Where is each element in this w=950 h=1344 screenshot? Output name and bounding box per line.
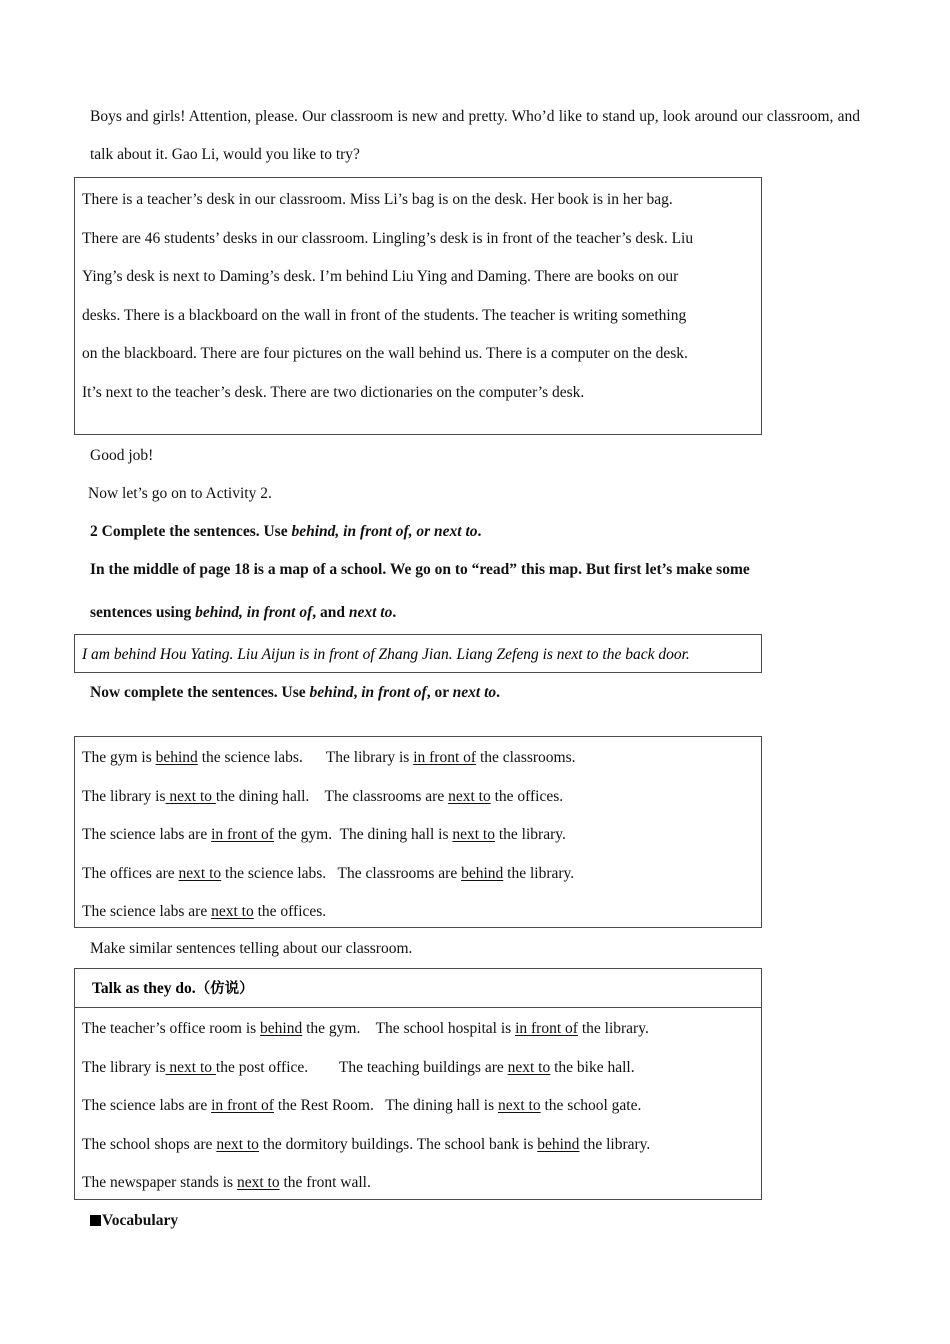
talk-as-they-do-header-box xyxy=(74,968,762,1008)
activity-transition-text: Now let’s go on to Activity 2. xyxy=(88,485,272,502)
sep: , or xyxy=(408,523,435,540)
intro-paragraph-text: Boys and girls! Attention, please. Our classroom is new and pretty. Who’d like to stand up, look around our classroom, and talk about it. Gao Li, would you like to try? xyxy=(90,108,860,163)
box1-line: It’s next to the teacher’s desk. There are two dictionaries on the computer’s desk. xyxy=(82,383,585,401)
answer-preposition: in front of xyxy=(413,749,477,766)
sep: , and xyxy=(312,604,349,621)
answer-preposition: in front of xyxy=(515,1020,578,1037)
sep: , xyxy=(239,604,247,621)
sentence-line xyxy=(82,1049,754,1088)
sentence-prefix: The school bank is xyxy=(416,1135,538,1153)
box1-line: on the blackboard. There are four pictures on the wall behind us. There is a computer on the desk. xyxy=(82,345,688,362)
map-intro-line2 xyxy=(90,594,860,632)
sentence-suffix: the science labs. xyxy=(221,864,327,882)
answer-preposition: behind xyxy=(155,749,198,766)
column-gap xyxy=(308,1059,339,1076)
column-gap xyxy=(374,1097,385,1114)
make-similar-text: Make similar sentences telling about our classroom. xyxy=(90,940,413,957)
prep-behind: behind xyxy=(195,604,240,621)
answer-preposition: next to xyxy=(498,1097,541,1114)
answer-preposition: next to xyxy=(452,826,495,843)
column-gap xyxy=(332,826,339,843)
prep-next-to: next to xyxy=(452,684,497,701)
activity-transition-line xyxy=(88,475,588,513)
prep-in-front-of: in front of xyxy=(361,684,427,701)
answer-preposition: behind xyxy=(461,864,504,882)
sentence-suffix: the science labs. xyxy=(197,749,303,766)
answer-preposition: next to xyxy=(165,1058,216,1076)
map-intro-line1 xyxy=(90,551,860,589)
sentence-line xyxy=(82,1164,754,1203)
prep-in-front-of: in front of xyxy=(343,523,409,540)
sentence-prefix: The dining hall is xyxy=(385,1097,498,1114)
answer-preposition: next to xyxy=(178,864,222,882)
filled-square-bullet-icon xyxy=(90,1215,101,1226)
sentence-suffix: the library. xyxy=(577,1020,649,1037)
sentence-suffix: the library. xyxy=(503,864,575,882)
example-sentences-text: I am behind Hou Yating. Liu Aijun is in front of Zhang Jian. Liang Zefeng is next to the back door. xyxy=(82,646,690,663)
sentence-prefix: The school shops are xyxy=(82,1135,217,1153)
answer-preposition: next to xyxy=(236,1174,280,1191)
prep-behind: behind xyxy=(291,523,336,540)
intro-paragraph xyxy=(90,98,860,174)
sentence-prefix: The gym is xyxy=(82,749,156,766)
answer-preposition: next to xyxy=(165,787,216,805)
sentence-suffix: the classrooms. xyxy=(476,749,576,766)
sentence-line xyxy=(82,893,754,932)
sentence-suffix: the post office. xyxy=(215,1058,309,1076)
sentence-suffix: the library. xyxy=(579,1135,651,1153)
column-gap xyxy=(303,749,326,766)
period: . xyxy=(477,523,482,540)
box1-line: desks. There is a blackboard on the wall in front of the students. The teacher is writing something xyxy=(82,306,687,324)
make-similar-instruction xyxy=(90,930,690,968)
sentence-prefix: The school hospital is xyxy=(375,1020,516,1037)
period: . xyxy=(496,684,501,701)
now-complete-instruction xyxy=(90,674,790,712)
sentence-suffix: the bike hall. xyxy=(550,1058,635,1076)
sentence-line xyxy=(82,1087,754,1126)
column-gap xyxy=(326,865,337,882)
sentence-suffix: the school gate. xyxy=(540,1097,642,1114)
sentence-prefix: The library is xyxy=(325,749,414,766)
sentence-prefix: The science labs are xyxy=(82,826,212,843)
map-intro-line1-text: In the middle of page 18 is a map of a school. We go on to “read” this map. But first let’s make some xyxy=(90,561,750,578)
answers-box xyxy=(74,736,762,928)
now-complete-text: Now complete the sentences. Use xyxy=(90,684,310,701)
sep: , or xyxy=(426,684,453,701)
box1-line: There are 46 students’ desks in our classroom. Lingling’s desk is in front of the teacher’s desk. Liu xyxy=(82,229,694,247)
sentence-prefix: The library is xyxy=(82,787,166,805)
sentence-suffix: the front wall. xyxy=(279,1174,371,1191)
sentence-suffix: the offices. xyxy=(490,787,564,805)
vocabulary-heading xyxy=(90,1202,490,1240)
prep-in-front-of: in front of xyxy=(246,604,313,621)
sentence-suffix: the offices. xyxy=(253,903,327,920)
sentence-prefix: The classrooms are xyxy=(324,787,449,805)
sentence-line xyxy=(82,1010,754,1049)
sentence-line xyxy=(82,816,754,855)
column-gap xyxy=(360,1020,375,1037)
sentence-suffix: the Rest Room. xyxy=(273,1097,374,1114)
answer-preposition: next to xyxy=(448,787,491,805)
sentence-line xyxy=(82,1126,754,1165)
sentence-suffix: the library. xyxy=(494,826,566,843)
vocabulary-label: Vocabulary xyxy=(102,1212,179,1229)
sentence-suffix: the gym. xyxy=(273,826,333,843)
activity2-heading xyxy=(90,513,790,551)
sentence-prefix: The dining hall is xyxy=(339,826,453,843)
classroom-description-box xyxy=(74,177,762,435)
activity2-heading-text: 2 Complete the sentences. Use xyxy=(90,523,292,540)
sentence-prefix: The newspaper stands is xyxy=(82,1174,237,1191)
example-sentences-box xyxy=(74,634,762,673)
talk-as-they-do-chinese: （仿说） xyxy=(195,981,254,997)
sentence-line xyxy=(82,778,754,817)
period: . xyxy=(392,604,397,621)
sentence-prefix: The teacher’s office room is xyxy=(82,1020,261,1037)
sentence-prefix: The offices are xyxy=(82,864,179,882)
answer-preposition: next to xyxy=(507,1058,551,1076)
talk-as-they-do-english: Talk as they do. xyxy=(92,980,196,997)
sentence-line xyxy=(82,739,754,778)
sentence-suffix: the dormitory buildings. xyxy=(258,1135,414,1153)
map-intro-line2-text: sentences using xyxy=(90,604,196,621)
answer-preposition: behind xyxy=(537,1135,580,1153)
answer-preposition: next to xyxy=(211,903,254,920)
sentence-prefix: The library is xyxy=(82,1058,166,1076)
sentence-suffix: the dining hall. xyxy=(215,787,310,805)
sentence-line xyxy=(82,855,754,894)
practice-sentences-box xyxy=(74,1007,762,1200)
box1-line: Ying’s desk is next to Daming’s desk. I’m behind Liu Ying and Daming. There are books on our xyxy=(82,268,679,285)
sentence-prefix: The classrooms are xyxy=(337,864,462,882)
prep-behind: behind xyxy=(309,684,354,701)
talk-as-they-do-header xyxy=(92,970,754,1008)
sep: , xyxy=(335,523,344,540)
answer-preposition: in front of xyxy=(211,826,274,843)
answer-preposition: next to xyxy=(216,1135,259,1153)
sentence-prefix: The science labs are xyxy=(82,903,212,920)
answer-preposition: behind xyxy=(260,1020,303,1037)
box1-line: There is a teacher’s desk in our classroom. Miss Li’s bag is on the desk. Her book is in her bag. xyxy=(82,191,673,208)
sentence-prefix: The science labs are xyxy=(82,1097,212,1114)
prep-next-to: next to xyxy=(434,523,478,540)
answer-preposition: in front of xyxy=(211,1097,274,1114)
good-job-text: Good job! xyxy=(90,447,154,464)
prep-next-to: next to xyxy=(348,604,393,621)
column-gap xyxy=(309,788,324,805)
sep: , xyxy=(353,684,362,701)
sentence-suffix: the gym. xyxy=(302,1020,361,1037)
good-job-line xyxy=(90,437,590,475)
sentence-prefix: The teaching buildings are xyxy=(338,1058,508,1076)
